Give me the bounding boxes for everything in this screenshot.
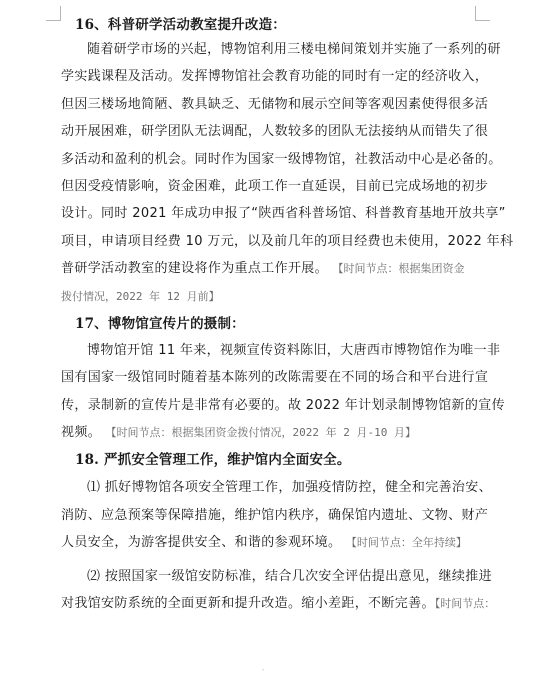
time-node-note: 【时间节点： <box>434 597 496 611</box>
paragraph-line <box>61 590 496 617</box>
paragraph-line: 传，录制新的宣传片是非常有必要的。故 2022 年计划录制博物馆新的宣传 <box>61 397 505 413</box>
page-number-mark: - <box>262 666 265 674</box>
paragraph-line: 国有国家一级馆同时随着基本陈列的改陈需要在不同的场合和平台进行宣 <box>61 370 489 386</box>
paragraph-line: 随着研学市场的兴起，博物馆利用三楼电梯间策划并实施了一系列的研 <box>87 42 501 57</box>
section-17-paragraph <box>61 337 505 447</box>
paragraph-line <box>61 283 478 310</box>
document-body <box>61 14 514 617</box>
paragraph-line: 设计。同时 2021 年成功申报了“陕西省科普场馆、科普教育基地开放共享” <box>61 206 506 222</box>
paragraph-line: 但因三楼场地简陋、教具缺乏、无储物和展示空间等客观因素使得很多活 <box>61 96 489 112</box>
paragraph-line: 消防、应急预案等保障措施，维护馆内秩序，确保馆内遗址、文物、财产 <box>61 507 489 523</box>
paragraph-text: 对我馆安防系统的全面更新和提升改造。缩小差距，不断完善。 <box>61 596 435 612</box>
paragraph-line <box>61 529 478 556</box>
section-16-heading: 16、科普研学活动教室提升改造： <box>75 17 286 33</box>
time-node-note: 【时间节点：根据集团资金拨付情况，2022 年 2 月-10 月】 <box>105 426 417 440</box>
paragraph-line: 项目，申请项目经费 10 万元，以及前几年的项目经费也未使用，2022 年科 <box>61 233 514 249</box>
paragraph-line: 学实践课程及活动。发挥博物馆社会教育功能的同时有一定的经济收入， <box>61 69 489 85</box>
section-16-paragraph <box>61 36 514 310</box>
paragraph-text: 视频。 <box>61 425 102 441</box>
paragraph-line <box>61 255 478 282</box>
paragraph-line: 多活动和盈利的机会。同时作为国家一级博物馆，社教活动中心是必备的。 <box>61 151 502 167</box>
time-node-note: 【时间节点：全年持续】 <box>345 536 467 550</box>
section-17-heading: 17、博物馆宣传片的摄制： <box>75 315 245 332</box>
paragraph-line: 博物馆开馆 11 年来，视频宣传资料陈旧，大唐西市博物馆作为唯一非 <box>87 342 501 358</box>
paragraph-text: 人员安全，为游客提供安全、和谐的参观环境。 <box>61 535 342 551</box>
paragraph-text: 普研学活动教室的建设将作为重点工作开展。 <box>61 261 329 277</box>
section-18-item-1 <box>61 474 492 556</box>
paragraph-line: ⑵ 按照国家一级馆安防标准，结合几次安全评估提出意见，继续推进 <box>87 568 492 584</box>
crop-mark-top-left <box>46 6 61 21</box>
paragraph-line: ⑴ 抓好博物馆各项安全管理工作，加强疫情防控，健全和完善治安、 <box>87 480 492 496</box>
time-node-note: 【时间节点：根据集团资金 <box>332 262 465 276</box>
section-18-item-2 <box>61 563 496 618</box>
paragraph-line <box>61 419 478 446</box>
paragraph-line: 但因受疫情影响，资金困难，此项工作一直延误，目前已完成场地的初步 <box>61 178 489 194</box>
section-18-heading: 18. 严抓安全管理工作，维护馆内全面安全。 <box>75 452 351 469</box>
time-node-note: 拨付情况，2022 年 12 月前】 <box>61 289 220 303</box>
paragraph-line: 动开展困难，研学团队无法调配，人数较多的团队无法接纳从而错失了很 <box>61 124 489 140</box>
